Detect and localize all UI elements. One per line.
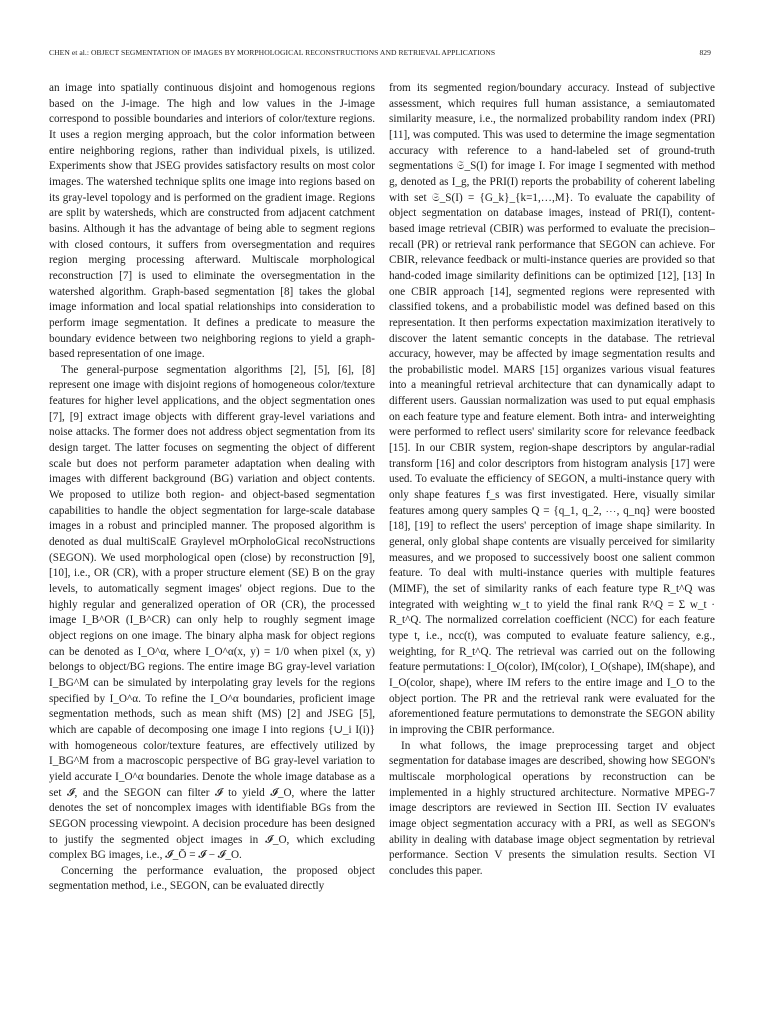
page-number: 829 xyxy=(699,48,711,57)
paragraph: an image into spatially continuous disjoint and homogenous regions based on the J-image. The high and low values in the J-image correspond to possible boundaries and interiors of color/texture regions. It uses a region merging approach, but the color information between entire neighboring regions, rather than individual pixels, is utilized. Experiments show that JSEG provides satisfactory results on most color images. The watershed technique splits one image into regions based on its gray-level topology and is performed on the gradient image. Regions are split by watersheds, which are constructed from adjacent catchment basins. Although it has the advantage of being able to segment regions with closed contours, it suffers from oversegmentation and requires region merging processing afterward. Multiscale morphological reconstruction [7] is used to eliminate the oversegmentation in the watershed algorithm. Graph-based segmentation [8] takes the global image information and local spatial relationships into consideration to perform image segmentation. It defines a predicate to measure the boundary evidence between two neighboring regions to yield a graph-based representation of one image. xyxy=(49,82,375,361)
paragraph: In what follows, the image preprocessing target and object segmentation for database images are described, showing how SEGON's multiscale morphological operations by reconstruction can be implemented in a highly structured architecture. Normative MPEG-7 image descriptors are reviewed in Section III. Section IV evaluates image object segmentation accuracy with a PRI, as well as SEGON's ability in dealing with database image object segmentation by retrieval performance. Section V presents the simulation results. Section VI concludes this paper. xyxy=(389,739,715,877)
paragraph: from its segmented region/boundary accuracy. Instead of subjective assessment, which requires full human assistance, a semiautomated similarity measure, i.e., the normalized probability random index (PRI) [11], was computed. This was used to determine the image segmentation accuracy with reference to a hand-labeled set of ground-truth segmentations 𝔖_S(I) for image I. For image I segmented with method g, denoted as I_g, the PRI(I) reports the probability of coherent labeling with set 𝔖_S(I) = {G_k}_{k=1,…,M}. To evaluate the capability of object segmentation on database images, instead of PRI(I), content-based image retrieval (CBIR) was performed to evaluate the precision–recall (PR) or retrieval rank performance that SEGON can achieve. For CBIR, relevance feedback or multi-instance queries are provided so that hand-coded image similarity definitions can be optimized [12], [13] In one CBIR approach [14], segmented regions were represented with classified tokens, and a probabilistic model was defined based on this representation. It then performs expectation maximization iteratively to discover the latent semantic concepts in the database. The retrieval accuracy, however, may be affected by image segmentation results and the probabilistic model. MARS [15] organizes various visual features into a meaningful retrieval architecture that can dynamically adapt to different users. Gaussian normalization was used to put equal emphasis on each feature type and feature element. Both intra- and interweighting were performed to reflect users' similarity score for relevance feedback [15]. In our CBIR system, region-shape descriptors by angular-radial transform [16] and color descriptors from histogram analysis [17] were used. To evaluate the efficiency of SEGON, a multi-instance query with only shape features f_s was first investigated. Here, visually similar features among query samples Q = {q_1, q_2, ⋯, q_nq} were boosted [18], [19] to reflect the users' perception of image shape similarity. In general, only global shape contents are visually perceived for similarity measures, and we proposed to successively boost one salient common feature. To deal with multi-instance queries with multiple features (MIMF), the set of similarity ranks of each feature type R_t^Q was integrated with weighting w_t to yield the final rank R^Q = Σ w_t · R_t^Q. The normalized correlation coefficient (NCC) for each feature type t, i.e., ncc(t), was computed to evaluate feature saliency, e.g., weighting, for R_t^Q. The retrieval was carried out on the following feature permutations: I_O(color), IM(color), I_O(shape), IM(shape), and I_O(color, shape), where IM refers to the entire image and I_O to the object portion. The PR and the retrieval rank were evaluated for the aforementioned feature permutations to demonstrate the SEGON ability in improving the CBIR performance. xyxy=(389,82,715,736)
paragraph: The general-purpose segmentation algorithms [2], [5], [6], [8] represent one image with disjoint regions of homogeneous color/texture features for higher level applications, and the object segmentation ones [7], [9] extract image objects with different gray-level variations and noise attacks. The former does not address object segmentation from its design target. The latter focuses on segmenting the object of different scale but does not perform parameter adaptation when dealing with images with different background (BG) variation and object contents. We proposed to utilize both region- and object-based segmentation capabilities to handle the object segmentation for large-scale database images in a robust and principled manner. The proposed algorithm is denoted as dual multiScalE Graylevel mOrpholoGical recoNstructions (SEGON). We used morphological open (close) by reconstruction [9], [10], i.e., OR (CR), with a proper structure element (SE) B on the gray levels, to automatically segment images' object regions. Due to the highly regular and generalized operation of OR (CR), the processed image I_B^OR (I_B^CR) can only help to roughly segment image object regions on one image. The binary alpha mask for object regions can be denoted as I_O^α, where I_O^α(x, y) = 1/0 when pixel (x, y) belongs to object/BG regions. The entire image BG gray-level variation I_BG^M can be simulated by interpolating gray levels for the regions specified by I_O^α. To refine the I_O^α boundaries, proficient image segmentation methods, such as mean shift (MS) [2] and JSEG [5], which are capable of decomposing one image I into regions {∪_i I(i)} with homogeneous color/texture features, are effectively utilized by I_BG^M from a macroscopic perspective of BG gray-level variation to yield accurate I_O^α boundaries. Denote the whole image database as a set 𝓘, and the SEGON can filter 𝓘 to yield 𝓘_O, where the latter denotes the set of noncomplex images with identifiable BGs from the SEGON processing viewpoint. A decision procedure has been designed to justify the segmented object images in 𝓘_O, which excluding complex BG images, i.e., 𝓘_Ō = 𝓘 − 𝓘_O. xyxy=(49,363,375,862)
running-title: CHEN et al.: OBJECT SEGMENTATION OF IMAGES BY MORPHOLOGICAL RECONSTRUCTIONS AND RETRIEVAL APPLICATIONS xyxy=(49,48,496,57)
right-column xyxy=(389,81,715,879)
running-header xyxy=(49,46,713,60)
paragraph: Concerning the performance evaluation, the proposed object segmentation method, i.e., SEGON, can be evaluated directly xyxy=(49,864,375,893)
left-column xyxy=(49,81,375,895)
